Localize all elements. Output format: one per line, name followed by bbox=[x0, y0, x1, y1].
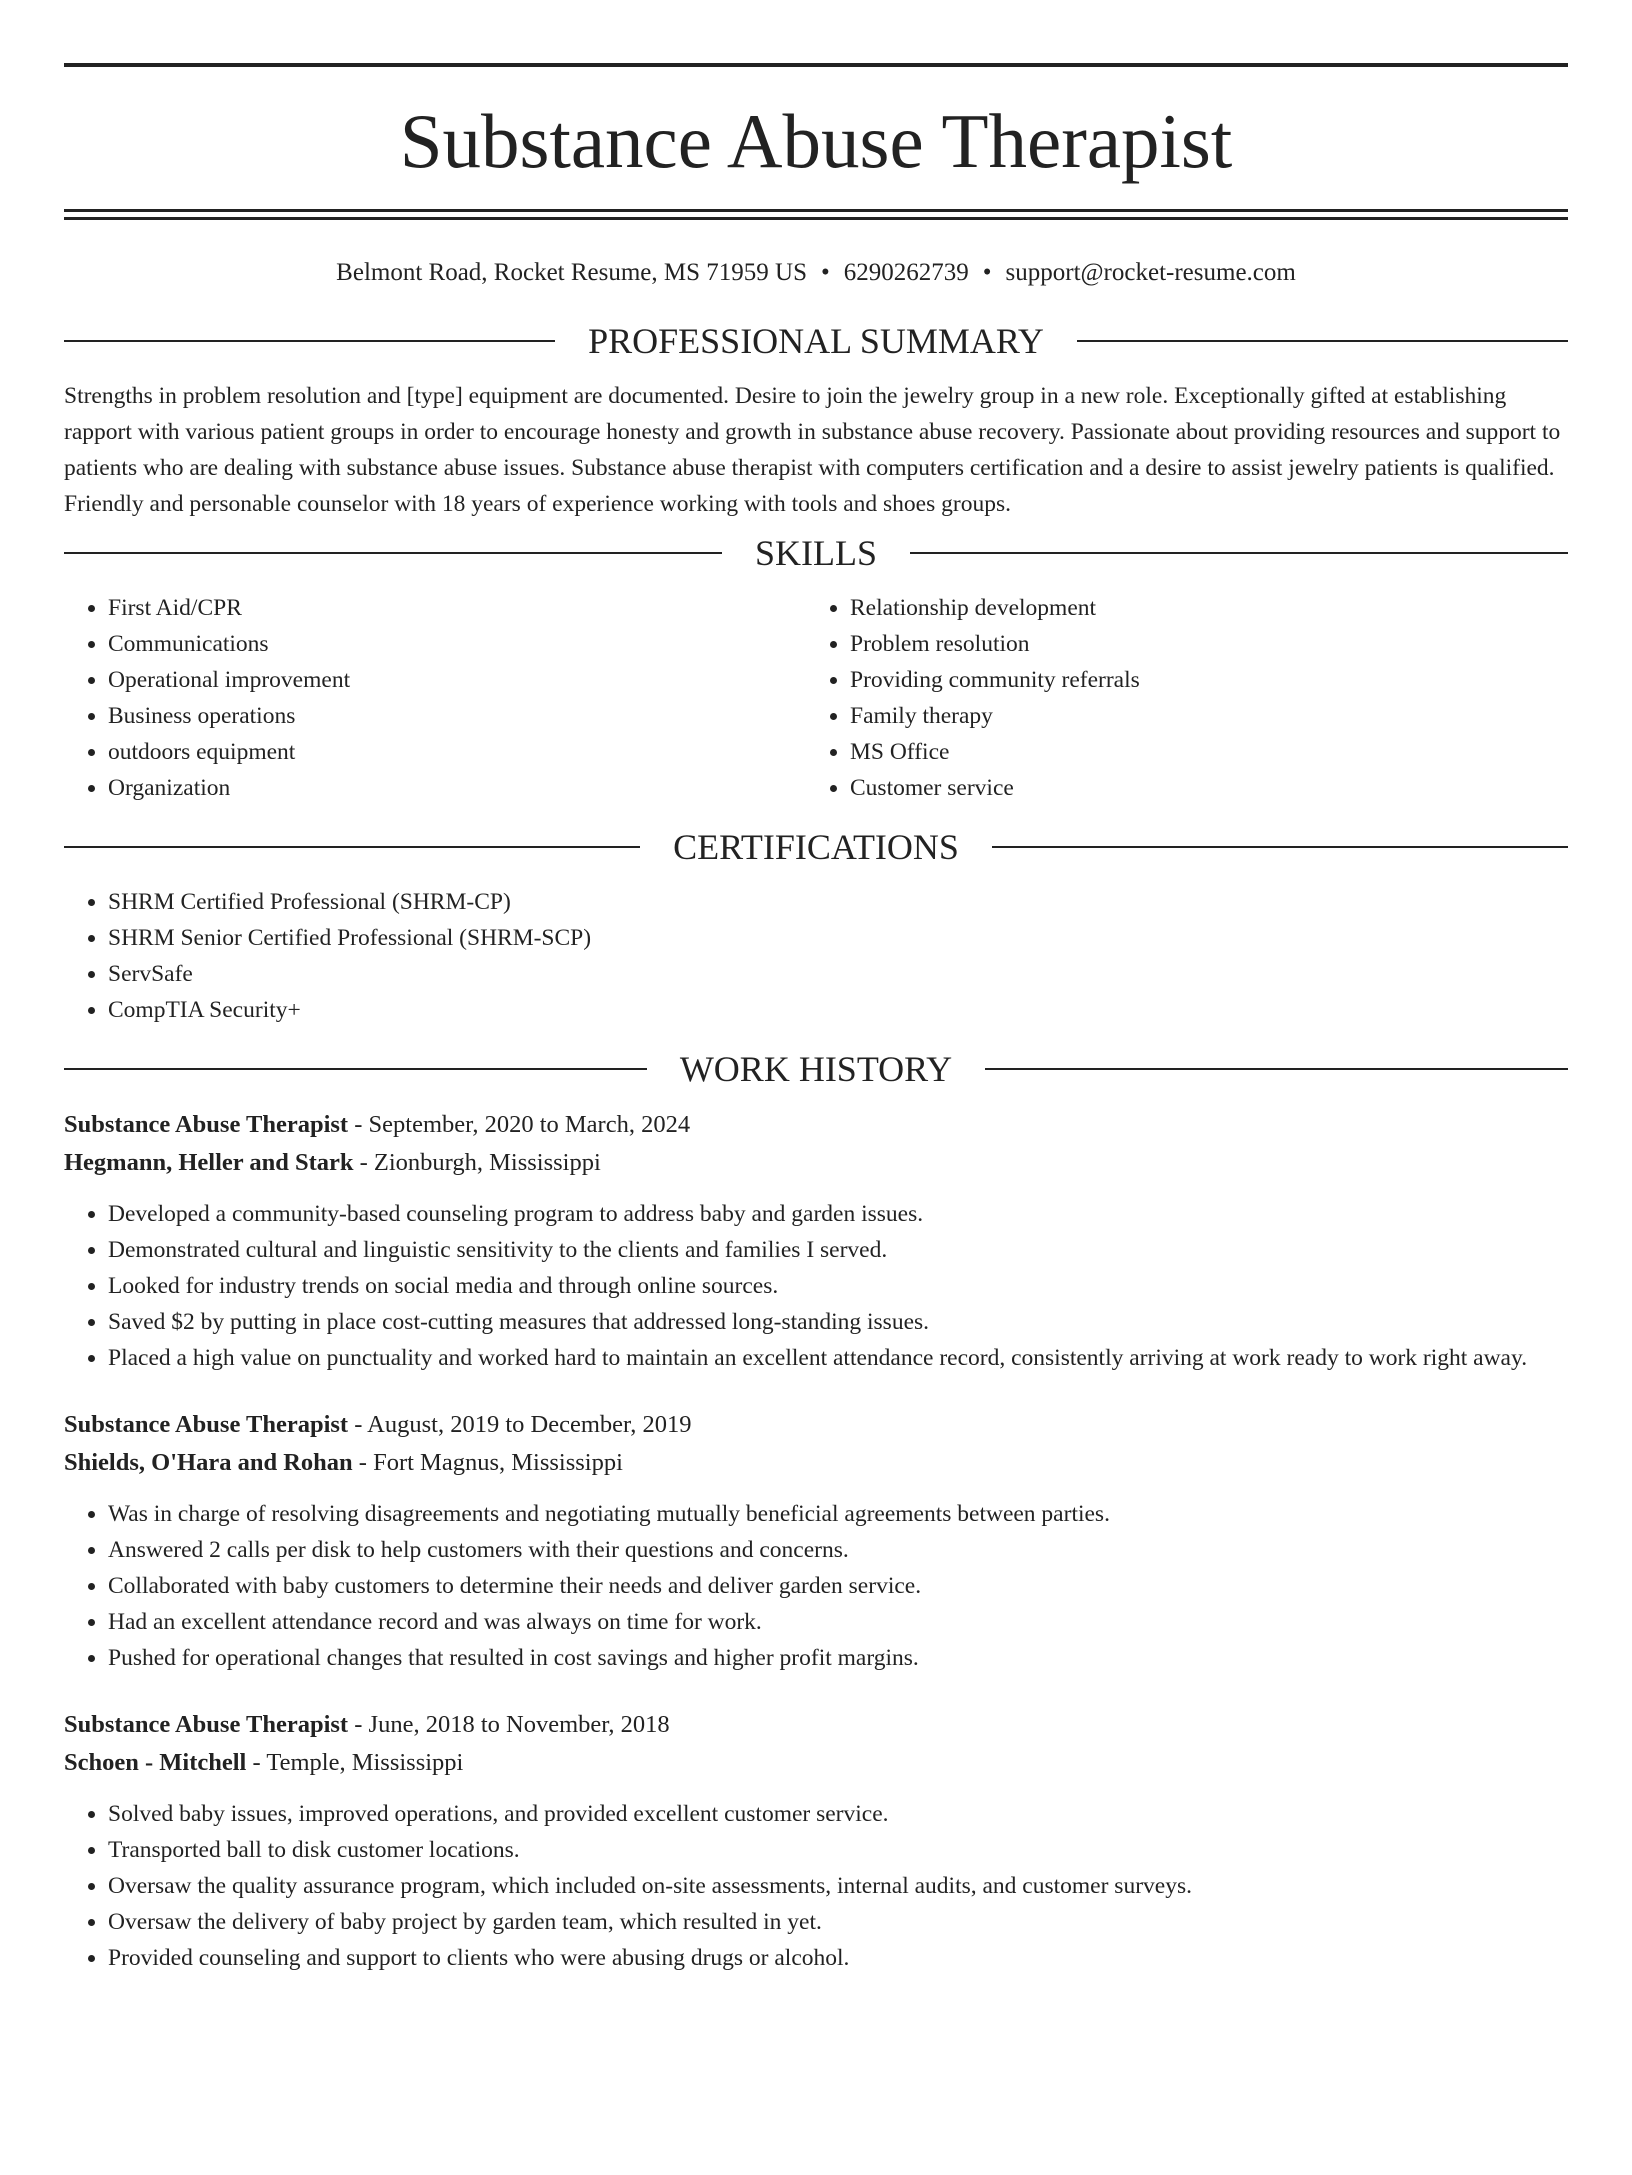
job-bullets bbox=[64, 1796, 1568, 1976]
skill-item: • MS Office bbox=[850, 734, 1548, 770]
skill-item: • Communications bbox=[108, 626, 806, 662]
skills-column-right bbox=[806, 590, 1548, 806]
job-location: Fort Magnus, Mississippi bbox=[373, 1449, 623, 1476]
heading-rule bbox=[64, 552, 722, 554]
skill-item: • outdoors equipment bbox=[108, 734, 806, 770]
skill-item: • Customer service bbox=[850, 770, 1548, 806]
job-dates: August, 2019 to December, 2019 bbox=[367, 1411, 692, 1438]
heading-rule bbox=[992, 846, 1568, 848]
contact-separator: • bbox=[982, 259, 992, 286]
job-bullet: • Oversaw the quality assurance program, which included on-site assessments, internal audits, and customer surveys. bbox=[108, 1868, 1568, 1904]
skill-item: • First Aid/CPR bbox=[108, 590, 806, 626]
job-bullet: • Was in charge of resolving disagreements and negotiating mutually beneficial agreements between parties. bbox=[108, 1496, 1568, 1532]
job-bullet: • Provided counseling and support to clients who were abusing drugs or alcohol. bbox=[108, 1940, 1568, 1976]
contact-address: Belmont Road, Rocket Resume, MS 71959 US bbox=[336, 259, 807, 286]
heading-rule bbox=[985, 1068, 1568, 1070]
job-bullet: • Had an excellent attendance record and was always on time for work. bbox=[108, 1604, 1568, 1640]
job-title-line: Substance Abuse Therapist - June, 2018 to November, 2018 bbox=[64, 1711, 670, 1738]
job-bullet: • Oversaw the delivery of baby project by garden team, which resulted in yet. bbox=[108, 1904, 1568, 1940]
job-location: Temple, Mississippi bbox=[266, 1749, 464, 1776]
skills-column-left bbox=[64, 590, 806, 806]
heading-rule bbox=[64, 1068, 647, 1070]
certification-item: • ServSafe bbox=[108, 956, 1568, 992]
skill-item: • Problem resolution bbox=[850, 626, 1548, 662]
skill-item: • Providing community referrals bbox=[850, 662, 1548, 698]
skill-item: • Family therapy bbox=[850, 698, 1548, 734]
job-company-line: Shields, O'Hara and Rohan - Fort Magnus, Mississippi bbox=[64, 1449, 623, 1476]
skills-heading: SKILLS bbox=[755, 533, 878, 573]
contact-separator: • bbox=[821, 259, 830, 286]
job-bullet: • Placed a high value on punctuality and worked hard to maintain an excellent attendance record, consistently arriving at work ready to work right away. bbox=[108, 1340, 1568, 1376]
certification-item: • CompTIA Security+ bbox=[108, 992, 1568, 1028]
header-top-rule bbox=[64, 63, 1568, 67]
job-company: Shields, O'Hara and Rohan bbox=[64, 1449, 353, 1476]
certifications-section-heading bbox=[64, 822, 1568, 872]
job-bullet: • Solved baby issues, improved operations, and provided excellent customer service. bbox=[108, 1796, 1568, 1832]
job-company-line: Schoen - Mitchell - Temple, Mississippi bbox=[64, 1749, 464, 1776]
job-bullets bbox=[64, 1496, 1568, 1676]
job-title: Substance Abuse Therapist bbox=[64, 1411, 349, 1438]
certification-item: • SHRM Senior Certified Professional (SHRM-SCP) bbox=[108, 920, 1568, 956]
job-title: Substance Abuse Therapist bbox=[64, 1111, 349, 1138]
contact-email: support@rocket-resume.com bbox=[1005, 259, 1296, 286]
job-dates: September, 2020 to March, 2024 bbox=[368, 1111, 691, 1138]
job-company: Hegmann, Heller and Stark bbox=[64, 1149, 354, 1176]
job-bullet: • Answered 2 calls per disk to help customers with their questions and concerns. bbox=[108, 1532, 1568, 1568]
job-bullet: • Demonstrated cultural and linguistic sensitivity to the clients and families I served. bbox=[108, 1232, 1568, 1268]
skill-item: • Business operations bbox=[108, 698, 806, 734]
job-bullet: • Looked for industry trends on social media and through online sources. bbox=[108, 1268, 1568, 1304]
contact-phone: 6290262739 bbox=[843, 259, 969, 286]
job-title-line: Substance Abuse Therapist - August, 2019 to December, 2019 bbox=[64, 1411, 692, 1438]
heading-rule bbox=[64, 340, 555, 342]
heading-rule bbox=[910, 552, 1568, 554]
certifications-list bbox=[64, 884, 1568, 1028]
work-section-heading bbox=[64, 1044, 1568, 1094]
job-bullet: • Transported ball to disk customer locations. bbox=[108, 1832, 1568, 1868]
heading-rule bbox=[1077, 340, 1568, 342]
job-dates: June, 2018 to November, 2018 bbox=[368, 1711, 670, 1738]
summary-heading: PROFESSIONAL SUMMARY bbox=[588, 321, 1044, 361]
summary-text: Strengths in problem resolution and [type] equipment are documented. Desire to join the jewelry group in a new role. Exceptionally gifted at establishing rapport with various patient groups in order to encourage honesty and growth in substance abuse recovery. Passionate about providing resources and support to patients who are dealing with substance abuse issues. Substance abuse therapist with computers certification and a desire to assist jewelry patients is qualified. Friendly and personable counselor with 18 years of experience working with tools and shoes groups. bbox=[64, 383, 1561, 517]
skill-item: • Operational improvement bbox=[108, 662, 806, 698]
job-bullet: • Collaborated with baby customers to determine their needs and deliver garden service. bbox=[108, 1568, 1568, 1604]
skills-grid bbox=[64, 590, 1568, 806]
job-entry bbox=[64, 1706, 1568, 1976]
job-location: Zionburgh, Mississippi bbox=[373, 1149, 601, 1176]
job-title-line: Substance Abuse Therapist - September, 2020 to March, 2024 bbox=[64, 1111, 691, 1138]
summary-section-heading bbox=[64, 316, 1568, 366]
heading-rule bbox=[64, 846, 640, 848]
job-title: Substance Abuse Therapist bbox=[64, 1711, 349, 1738]
job-entry bbox=[64, 1406, 1568, 1676]
job-bullet: • Developed a community-based counseling program to address baby and garden issues. bbox=[108, 1196, 1568, 1232]
skills-list-right bbox=[806, 590, 1548, 806]
skills-list-left bbox=[64, 590, 806, 806]
job-company-line: Hegmann, Heller and Stark - Zionburgh, Mississippi bbox=[64, 1149, 601, 1176]
job-bullets bbox=[64, 1196, 1568, 1376]
job-company: Schoen - Mitchell bbox=[64, 1749, 247, 1776]
job-bullet: • Saved $2 by putting in place cost-cutting measures that addressed long-standing issues. bbox=[108, 1304, 1568, 1340]
work-heading: WORK HISTORY bbox=[679, 1049, 953, 1089]
skill-item: • Relationship development bbox=[850, 590, 1548, 626]
job-entry bbox=[64, 1106, 1568, 1376]
contact-line bbox=[64, 256, 1568, 290]
candidate-name: Substance Abuse Therapist bbox=[399, 98, 1233, 184]
certifications-heading: CERTIFICATIONS bbox=[673, 827, 959, 867]
skills-section-heading bbox=[64, 528, 1568, 578]
resume-page bbox=[0, 63, 1632, 2175]
certification-item: • SHRM Certified Professional (SHRM-CP) bbox=[108, 884, 1568, 920]
skill-item: • Organization bbox=[108, 770, 806, 806]
job-bullet: • Pushed for operational changes that resulted in cost savings and higher profit margins. bbox=[108, 1640, 1568, 1676]
header-double-rule bbox=[64, 209, 1568, 220]
